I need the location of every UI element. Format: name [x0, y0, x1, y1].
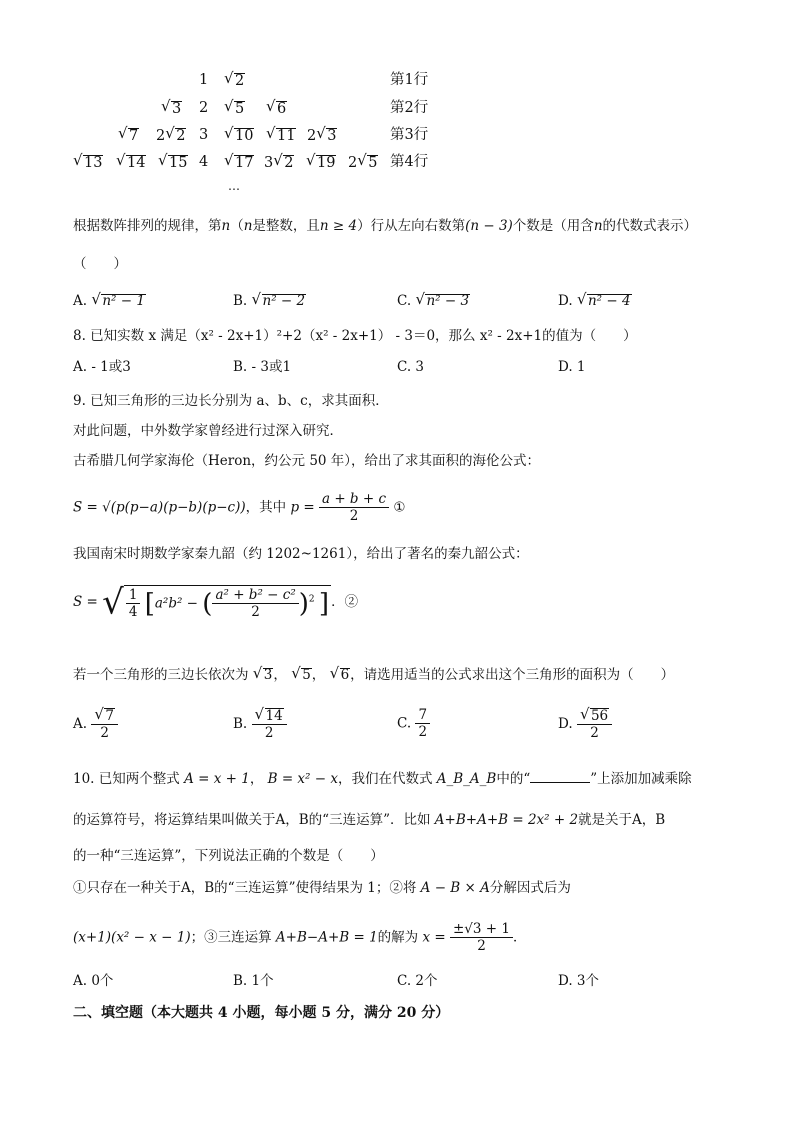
- array-cell: 2 √ 2: [156, 124, 186, 144]
- q10-option-d: D. 3个: [558, 973, 600, 989]
- q7-option-c: C. √ n² − 3: [397, 290, 470, 309]
- array-cell: √ 17: [224, 151, 254, 171]
- q10-line3: 的一种“三连运算”，下列说法正确的个数是（ ）: [73, 848, 384, 864]
- q9-stem: 9. 已知三角形的三边长分别为 a、b、c，求其面积．: [73, 393, 389, 409]
- q9-option-a: A. √ 7 2: [73, 708, 118, 741]
- section-heading: 二、填空题（本大题共 4 小题，每小题 5 分，满分 20 分）: [73, 1005, 450, 1021]
- array-cell: 2 √ 3: [307, 124, 337, 144]
- array-cell: √ 2: [224, 69, 245, 89]
- array-cell: √ 7: [118, 124, 139, 144]
- q9-line4: 我国南宋时期数学家秦九韶（约 1202~1261），给出了著名的秦九韶公式：: [73, 546, 529, 562]
- array-cell: √ 13: [73, 151, 103, 171]
- array-cell: 2 √ 5: [348, 151, 378, 171]
- array-row-label: 第4行: [390, 154, 429, 170]
- q10-option-a: A. 0个: [73, 973, 114, 989]
- array-cell: 1: [199, 72, 209, 88]
- array-cell: √ 19: [306, 151, 336, 171]
- q9-line3: 古希腊几何学家海伦（Heron，约公元 50 年），给出了求其面积的海伦公式：: [73, 453, 541, 469]
- array-cell: 2: [199, 100, 209, 116]
- q10-line2: 的运算符号，将运算结果叫做关于A，B的“三连运算”．比如 A+B+A+B = 2x² + 2就是关于A，B: [73, 812, 666, 828]
- q9-line5: 若一个三角形的三边长依次为 √ 3， √ 5， √ 6，请选用适当的公式求出这个三角形的面积为（ ）: [73, 664, 675, 683]
- q7-stem: 根据数阵排列的规律，第n（n是整数，且n ≥ 4）行从左向右数第(n − 3)个数是（用含n的代数式表示）: [73, 218, 698, 234]
- q10-line1: 10. 已知两个整式 A = x + 1， B = x² − x，我们在代数式 A_B_A_B中的“ ”上添加加减乘除: [73, 771, 692, 787]
- qin-formula: S = √ $\frac{1}{4}$ [a²b² − ( $\frac{\text{a² + b² − c²}}{2}$ )$^2$ ] ．②: [73, 582, 359, 623]
- heron-fraction: $\frac{a + b + c}{2}$: [319, 492, 389, 524]
- array-row-label: 第3行: [390, 127, 429, 143]
- q9-line2: 对此问题，中外数学家曾经进行过深入研究．: [73, 423, 343, 439]
- q8-option-d: D. 1: [558, 359, 586, 375]
- array-cell: √ 14: [116, 151, 146, 171]
- array-cell: 3 √ 2: [264, 151, 294, 171]
- q8-option-a: A. - 1或3: [73, 359, 131, 375]
- q8-option-c: C. 3: [397, 359, 425, 375]
- q10-line4: ①只存在一种关于A，B的“三连运算”使得结果为 1；②将 A − B × A分解因式后为: [73, 880, 571, 896]
- q10-solution-fraction: $\frac{\pm√3 + 1}{2}$: [450, 922, 513, 954]
- q8-option-b: B. - 3或1: [233, 359, 292, 375]
- heron-formula: S = √(p(p−a)(p−b)(p−c))，其中 p = $\frac{a + b + c}{2}$ ①: [73, 491, 406, 524]
- array-cell: √ 3: [161, 97, 182, 117]
- blank-line: [530, 782, 590, 783]
- q9-option-d: D. √ 56 2: [558, 708, 612, 741]
- array-row-label: 第2行: [390, 100, 429, 116]
- array-ellipsis: …: [228, 179, 240, 193]
- array-row-label: 第1行: [390, 72, 429, 88]
- array-cell: √ 11: [266, 124, 296, 144]
- q10-line5: (x+1)(x² − x − 1)；③三连运算 A+B−A+B = 1的解为 x = $\frac{\pm√3 + 1}{2}$ ．: [73, 921, 527, 954]
- q7-option-d: D. √ n² − 4: [558, 290, 631, 309]
- array-cell: 3: [199, 127, 209, 143]
- q8-stem: 8. 已知实数 x 满足（x² - 2x+1）²+2（x² - 2x+1） - 3＝0，那么 x² - 2x+1的值为（ ）: [73, 328, 637, 344]
- q9-option-c: C. $\frac{7}{2}$: [397, 708, 430, 740]
- q10-option-b: B. 1个: [233, 973, 274, 989]
- q7-option-a: A. √ n² − 1: [73, 290, 145, 309]
- q10-option-c: C. 2个: [397, 973, 438, 989]
- q7-paren: （ ）: [73, 256, 127, 272]
- array-cell: 4: [199, 154, 209, 170]
- array-cell: √ 15: [158, 151, 188, 171]
- array-cell: √ 10: [224, 124, 254, 144]
- array-cell: √ 6: [266, 97, 287, 117]
- q7-option-b: B. √ n² − 2: [233, 290, 306, 309]
- array-cell: √ 5: [224, 97, 245, 117]
- q9-option-b: B. √ 14 2: [233, 708, 287, 741]
